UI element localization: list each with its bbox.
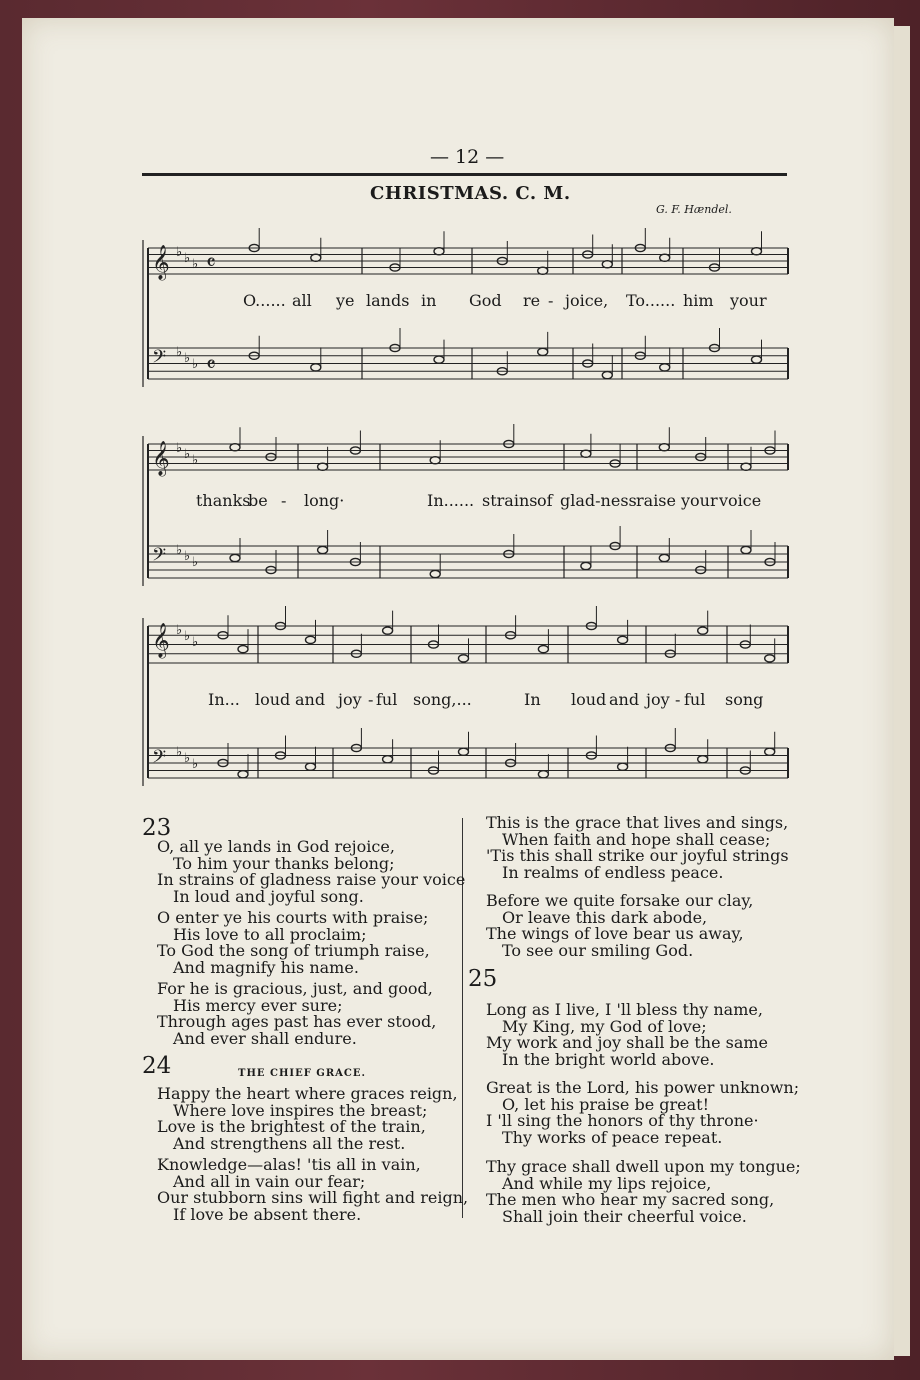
note-head (618, 763, 628, 770)
lyric-word: re (523, 291, 541, 310)
lyric-word: and (609, 690, 640, 709)
page-number: — 12 — (430, 146, 505, 168)
note-head (581, 562, 591, 569)
common-time-icon: 𝄴 (206, 251, 216, 276)
note-head (698, 627, 708, 634)
lyric-word: In (524, 690, 541, 709)
note-head (659, 554, 669, 561)
verse-line: Thy works of peace repeat. (502, 1127, 723, 1147)
treble-clef-icon: 𝄞 (152, 623, 170, 658)
note-head (538, 267, 548, 274)
verse-line: For he is gracious, just, and good, (157, 979, 433, 998)
hymn-number-24: 24 (142, 1053, 172, 1079)
hymn-23-stanza-1 (157, 839, 465, 905)
verse-line: To see our smiling God. (502, 940, 694, 960)
note-head (765, 655, 775, 662)
flat-sign-icon: ♭ (176, 745, 183, 760)
lyric-word: of (537, 491, 553, 510)
hymn-24-stanza-3 (486, 815, 789, 881)
lyric-word: ful (376, 690, 398, 709)
hymn-number-25: 25 (468, 966, 498, 992)
verse-line: The wings of love bear us away, (486, 924, 744, 944)
lyric-word: be (248, 491, 268, 510)
lyric-word: In... (208, 690, 240, 709)
lyric-word: joice, (565, 291, 609, 310)
bass-clef-icon: 𝄢 (152, 747, 167, 772)
flat-sign-icon: ♭ (176, 623, 183, 638)
verse-line: Or leave this dark abode, (502, 907, 708, 927)
lyric-word: ful (684, 690, 706, 709)
note-head (434, 248, 444, 255)
note-head (741, 546, 751, 553)
lyric-word: voice (719, 491, 762, 510)
lyric-word: glad-ness (560, 491, 637, 510)
flat-sign-icon: ♭ (184, 751, 191, 766)
flat-sign-icon: ♭ (184, 251, 191, 266)
note-head (430, 457, 440, 464)
verse-line: O, let his praise be great! (502, 1094, 710, 1114)
note-head (660, 254, 670, 261)
flat-sign-icon: ♭ (176, 441, 183, 456)
lyric-word: To...... (626, 291, 676, 310)
lyric-word: song,... (413, 690, 472, 709)
note-head (538, 348, 548, 355)
flat-sign-icon: ♭ (192, 555, 199, 570)
flat-sign-icon: ♭ (184, 447, 191, 462)
hymn-25-stanza-3 (486, 1159, 801, 1225)
flat-sign-icon: ♭ (192, 257, 199, 272)
note-head (459, 655, 469, 662)
bass-clef-icon: 𝄢 (152, 545, 167, 570)
note-head (383, 756, 393, 763)
verse-line: Long as I live, I 'll bless thy name, (486, 1000, 763, 1019)
lyric-word: O...... (243, 291, 286, 310)
hymn-number-23: 23 (142, 815, 172, 841)
note-head (752, 248, 762, 255)
verse-line: And strengthens all the rest. (173, 1133, 406, 1153)
flat-sign-icon: ♭ (184, 351, 191, 366)
verse-line: 'Tis this shall strike our joyful strings (486, 846, 789, 866)
note-head (618, 636, 628, 643)
lyric-word: - (675, 690, 681, 709)
note-head (660, 364, 670, 371)
lyric-word: loud (255, 690, 291, 709)
verse-line: In strains of gladness raise your voice (157, 870, 466, 890)
verse-line: In loud and joyful song. (173, 886, 364, 906)
verse-line: Through ages past has ever stood, (157, 1012, 437, 1032)
note-head (318, 546, 328, 553)
lyric-word: in (421, 291, 437, 310)
verse-line: Shall join their cheerful voice. (502, 1206, 747, 1226)
lyric-word: loud (571, 690, 607, 709)
hymn-subtitle: THE CHIEF GRACE. (238, 1068, 366, 1079)
note-head (318, 463, 328, 470)
lyric-word: - (548, 291, 554, 310)
verse-line: Knowledge—alas! 'tis all in vain, (157, 1155, 421, 1174)
lyric-word: - (368, 690, 374, 709)
note-head (430, 570, 440, 577)
hymn-tune-title: CHRISTMAS. C. M. (370, 183, 571, 204)
note-head (602, 261, 612, 268)
note-head (459, 748, 469, 755)
composer-credit: G. F. Hændel. (656, 203, 732, 216)
verse-line: When faith and hope shall cease; (502, 829, 771, 849)
lyric-word: strains (482, 491, 538, 510)
flat-sign-icon: ♭ (192, 357, 199, 372)
verse-line: My work and joy shall be the same (486, 1033, 769, 1053)
lyric-word: lands (366, 291, 410, 310)
hymn-24-stanza-2 (157, 1157, 468, 1223)
note-head (765, 748, 775, 755)
lyric-word: ye (336, 291, 355, 310)
note-head (538, 771, 548, 778)
flat-sign-icon: ♭ (184, 549, 191, 564)
hymn-24-stanza-4 (486, 893, 753, 959)
lyric-word: raise (636, 491, 676, 510)
hymn-25-stanza-1 (486, 1002, 768, 1068)
verse-line: I 'll sing the honors of thy throne· (486, 1111, 759, 1131)
verse-line: Before we quite forsake our clay, (486, 891, 754, 910)
note-head (306, 763, 316, 770)
note-head (752, 356, 762, 363)
verse-line: And ever shall endure. (173, 1028, 357, 1048)
verse-line: Great is the Lord, his power unknown; (486, 1078, 800, 1097)
verse-line: To God the song of triumph raise, (157, 941, 430, 961)
note-head (230, 444, 240, 451)
verse-line: Love is the brightest of the train, (157, 1117, 426, 1137)
flat-sign-icon: ♭ (192, 757, 199, 772)
lyric-word: - (281, 491, 287, 510)
note-head (698, 756, 708, 763)
verse-line: O, all ye lands in God rejoice, (157, 837, 395, 856)
verse-line: And magnify his name. (173, 957, 359, 977)
note-head (311, 254, 321, 261)
verse-line: Where love inspires the breast; (173, 1100, 428, 1120)
lyric-word: all (292, 291, 312, 310)
hymn-24-stanza-1 (157, 1086, 458, 1152)
flat-sign-icon: ♭ (192, 453, 199, 468)
note-head (306, 636, 316, 643)
verse-line: Thy grace shall dwell upon my tongue; (486, 1157, 801, 1176)
flat-sign-icon: ♭ (192, 635, 199, 650)
note-head (659, 444, 669, 451)
common-time-icon: 𝄴 (206, 353, 216, 378)
lyric-word: In...... (427, 491, 475, 510)
verse-line: The men who hear my sacred song, (486, 1190, 775, 1210)
lyric-word: song (725, 690, 764, 709)
lyric-word: your (730, 291, 767, 310)
note-head (581, 450, 591, 457)
verse-line: My King, my God of love; (502, 1016, 707, 1036)
note-head (311, 364, 321, 371)
note-head (238, 646, 248, 653)
treble-clef-icon: 𝄞 (152, 441, 170, 476)
bass-clef-icon: 𝄢 (152, 347, 167, 372)
note-head (434, 356, 444, 363)
treble-clef-icon: 𝄞 (152, 245, 170, 280)
flat-sign-icon: ♭ (176, 345, 183, 360)
lyric-word: him (683, 291, 714, 310)
flat-sign-icon: ♭ (184, 629, 191, 644)
hymn-23-stanza-3 (157, 981, 436, 1047)
note-head (238, 771, 248, 778)
flat-sign-icon: ♭ (176, 245, 183, 260)
verse-line: This is the grace that lives and sings, (486, 813, 789, 832)
hymn-23-stanza-2 (157, 910, 430, 976)
verse-line: Our stubborn sins will fight and reign, (157, 1188, 469, 1208)
verse-line: In realms of endless peace. (502, 862, 724, 882)
flat-sign-icon: ♭ (176, 543, 183, 558)
lyric-word: God (469, 291, 502, 310)
verse-line: To him your thanks belong; (173, 853, 395, 873)
verse-line: If love be absent there. (173, 1204, 362, 1224)
verse-line: His mercy ever sure; (173, 995, 343, 1015)
note-head (383, 627, 393, 634)
verse-line: In the bright world above. (502, 1049, 715, 1069)
note-head (230, 554, 240, 561)
lyric-word: thanks (196, 491, 251, 510)
note-head (602, 372, 612, 379)
lyric-word: long· (304, 491, 345, 510)
verse-line: Happy the heart where graces reign, (157, 1084, 458, 1103)
note-head (538, 646, 548, 653)
lyric-word: joy (646, 690, 670, 709)
verse-line: His love to all proclaim; (173, 924, 367, 944)
lyric-word: your (681, 491, 718, 510)
note-head (741, 463, 751, 470)
lyric-word: and (295, 690, 326, 709)
verse-line: And all in vain our fear; (173, 1171, 366, 1191)
verse-line: And while my lips rejoice, (502, 1173, 712, 1193)
hymn-25-stanza-2 (486, 1080, 799, 1146)
lyric-word: joy (338, 690, 362, 709)
verse-line: O enter ye his courts with praise; (157, 908, 429, 927)
